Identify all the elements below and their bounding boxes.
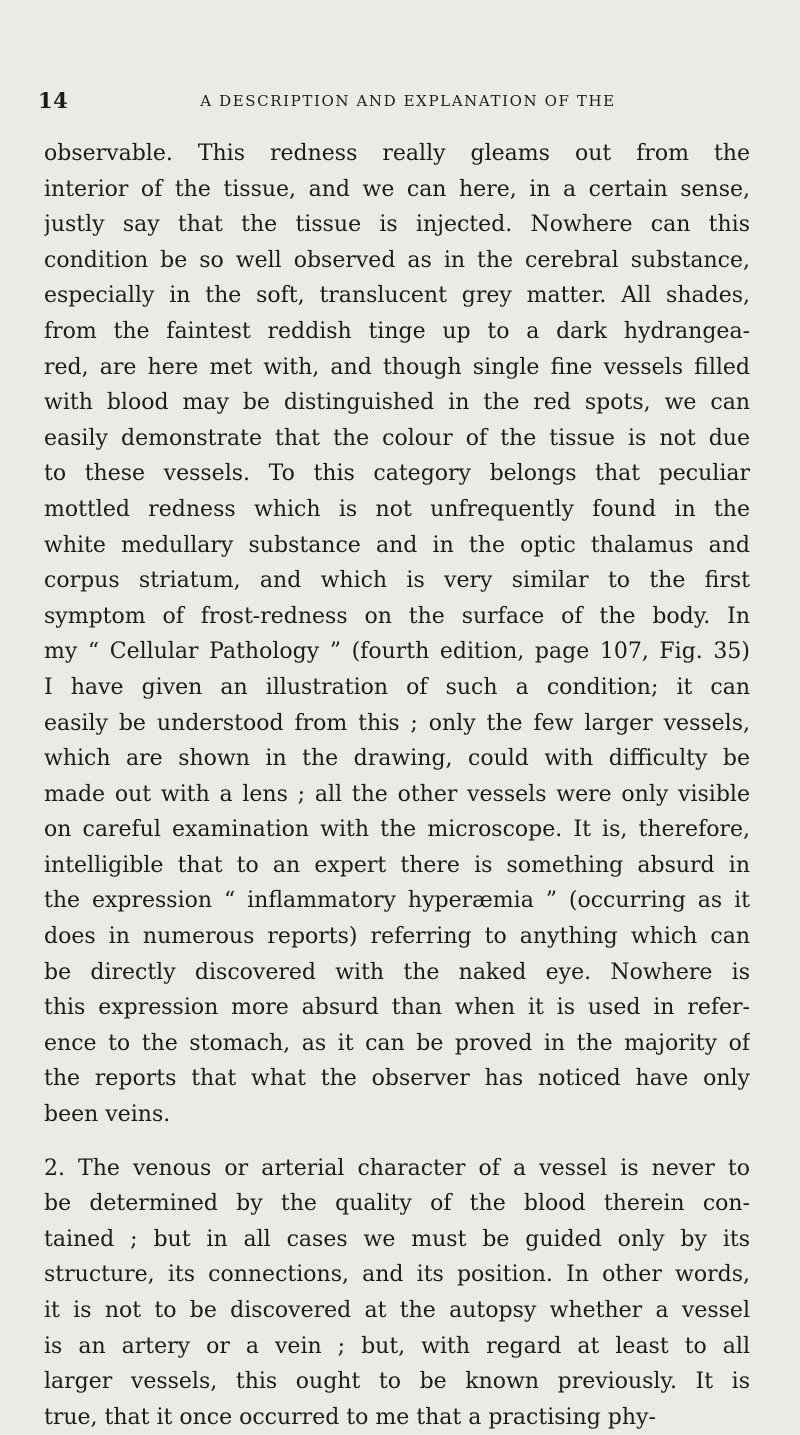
text-line: been veins. xyxy=(44,1102,171,1128)
text-line: ence to the stomach, as it can be proved in the majority of xyxy=(44,1030,750,1056)
text-line: intelligible that to an expert there is something absurd in xyxy=(44,852,750,878)
text-line: observable. This redness really gleams out from the xyxy=(44,141,750,166)
paragraph xyxy=(44,136,750,1133)
paragraph xyxy=(44,1151,750,1435)
running-title: A DESCRIPTION AND EXPLANATION OF THE xyxy=(200,92,616,110)
text-line: justly say that the tissue is injected. Nowhere can this xyxy=(44,212,750,238)
text-line: to these vessels. To this category belongs that peculiar xyxy=(44,461,750,487)
text-line: symptom of frost-redness on the surface of the body. In xyxy=(44,603,750,629)
text-line: from the faintest reddish tinge up to a dark hydrangea- xyxy=(44,318,750,344)
text-line: made out with a lens ; all the other vessels were only visible xyxy=(44,781,750,807)
text-line: interior of the tissue, and we can here, in a certain sense, xyxy=(44,176,750,202)
text-line: tained ; but in all cases we must be guided only by its xyxy=(44,1226,750,1252)
text-line: this expression more absurd than when it is used in refer- xyxy=(44,995,750,1021)
text-line: my “ Cellular Pathology ” (fourth edition, page 107, Fig. 35) xyxy=(44,639,750,665)
text-line: red, are here met with, and though single fine vessels filled xyxy=(44,354,750,380)
text-line: larger vessels, this ought to be known previously. It is xyxy=(44,1369,750,1395)
text-line: it is not to be discovered at the autopsy whether a vessel xyxy=(44,1298,750,1323)
body-text xyxy=(44,136,750,1435)
page-number: 14 xyxy=(38,88,69,113)
text-line: 2. The venous or arterial character of a vessel is never to xyxy=(44,1155,750,1181)
text-line: especially in the soft, translucent grey matter. All shades, xyxy=(44,283,750,309)
text-line: on careful examination with the microscope. It is, therefore, xyxy=(44,817,750,843)
text-line: white medullary substance and in the optic thalamus and xyxy=(44,532,750,558)
text-line: with blood may be distinguished in the red spots, we can xyxy=(44,390,750,416)
text-line: the expression “ inflammatory hyperæmia ” (occurring as it xyxy=(44,888,750,914)
text-line: be directly discovered with the naked eye. Nowhere is xyxy=(44,959,750,985)
text-line: corpus striatum, and which is very similar to the first xyxy=(44,568,750,594)
text-line: does in numerous reports) referring to anything which can xyxy=(44,924,750,950)
text-line: condition be so well observed as in the cerebral substance, xyxy=(44,247,750,273)
text-line: easily demonstrate that the colour of the tissue is not due xyxy=(44,425,750,451)
text-line: true, that it once occurred to me that a practising phy- xyxy=(44,1404,656,1430)
text-line: mottled redness which is not unfrequently found in the xyxy=(44,496,750,522)
text-line: I have given an illustration of such a condition; it can xyxy=(44,674,750,700)
text-line: the reports that what the observer has noticed have only xyxy=(44,1066,750,1092)
text-line: is an artery or a vein ; but, with regard at least to all xyxy=(44,1333,750,1359)
page-header xyxy=(38,88,758,118)
text-line: which are shown in the drawing, could with difficulty be xyxy=(44,746,750,772)
text-line: easily be understood from this ; only the few larger vessels, xyxy=(44,710,750,736)
text-line: structure, its connections, and its position. In other words, xyxy=(44,1262,750,1288)
text-line: be determined by the quality of the blood therein con- xyxy=(44,1191,750,1217)
paragraph-gap xyxy=(44,1133,750,1151)
